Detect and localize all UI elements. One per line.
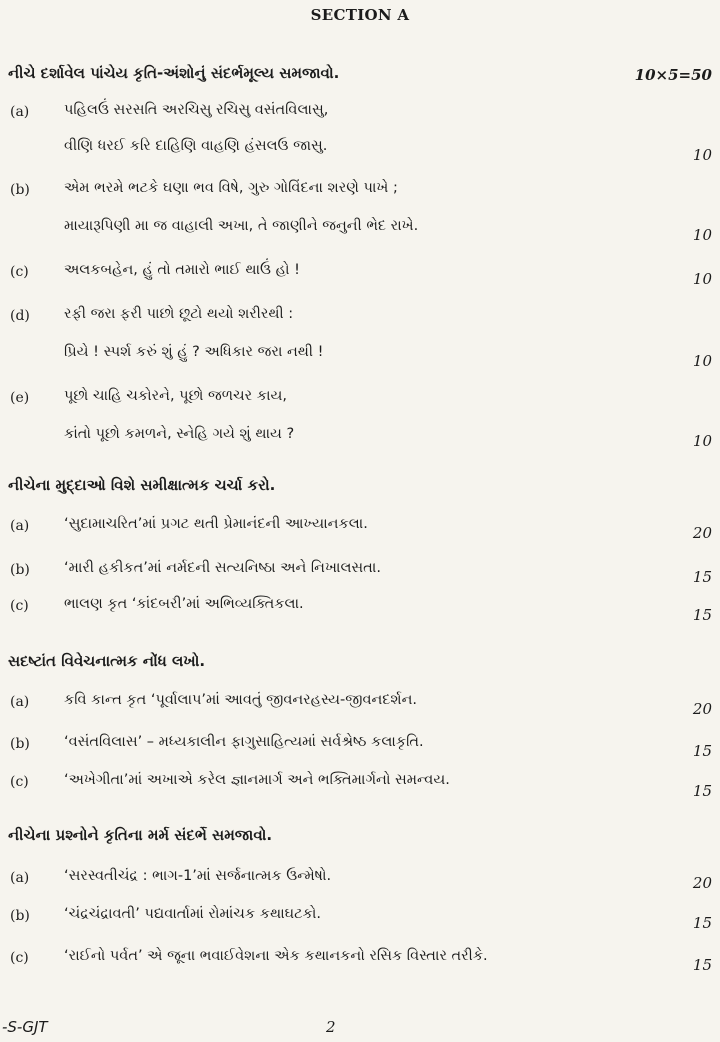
item-label: (a) [10, 518, 30, 534]
question-1-total-marks: 10×5=50 [634, 66, 712, 84]
item-line-1: પૂછો ચાહિ ચકોરને, પૂછો જળચર કાય, [64, 388, 288, 404]
paper-code: -S-GJT [2, 1018, 48, 1036]
item-marks: 20 [692, 874, 712, 892]
item-label: (c) [10, 264, 29, 280]
item-label: (c) [10, 774, 29, 790]
item-label: (d) [10, 308, 30, 324]
item-line-1: પહિલઉં સરસતિ અરચિસુ રચિસુ વસંતવિલાસુ, [64, 102, 329, 118]
item-line-2: માયારૂપિણી મા જ વાહાલી અખા, તે જાણીને જનુની ભેદ રાખે. [64, 218, 419, 234]
item-marks: 15 [692, 742, 712, 760]
item-text: ભાલણ કૃત ‘કાંદબરી’માં અભિવ્યક્તિકલા. [64, 596, 304, 612]
item-marks: 10 [692, 432, 712, 450]
item-marks: 15 [692, 606, 712, 624]
item-line-1: અલકબહેન, હું તો તમારો ભાઈ થાઉં હો ! [64, 262, 300, 278]
item-text: ‘રાઈનો પર્વત’ એ જૂના ભવાઈવેશના એક કથાનકનો રસિક વિસ્તાર તરીકે. [64, 948, 488, 964]
item-marks: 10 [692, 146, 712, 164]
question-4-heading: નીચેના પ્રશ્નોને કૃતિના મર્મ સંદર્ભે સમજાવો. [8, 826, 273, 844]
item-label: (b) [10, 736, 30, 752]
item-marks: 15 [692, 914, 712, 932]
item-marks: 10 [692, 270, 712, 288]
item-text: ‘વસંતવિલાસ’ – મધ્યકાલીન ફાગુસાહિત્યમાં સર્વશ્રેષ્ઠ કલાકૃતિ. [64, 734, 424, 750]
item-line-2: પ્રિયે ! સ્પર્શ કરું શું હું ? અધિકાર જરા નથી ! [64, 344, 324, 360]
item-label: (c) [10, 950, 29, 966]
question-1-heading: નીચે દર્શાવેલ પાંચેય કૃતિ-અંશોનું સંદર્ભમૂલ્ય સમજાવો. [8, 64, 340, 82]
item-text: ‘સરસ્વતીચંદ્ર : ભાગ-1’માં સર્જનાત્મક ઉન્મેષો. [64, 868, 332, 884]
item-text: ‘સુદામાચરિત’માં પ્રગટ થતી પ્રેમાનંદની આખ્યાનકલા. [64, 516, 368, 532]
item-marks: 15 [692, 782, 712, 800]
item-marks: 15 [692, 568, 712, 586]
item-text: ‘મારી હકીકત’માં નર્મદની સત્યનિષ્ઠા અને નિખાલસતા. [64, 560, 381, 576]
item-marks: 20 [692, 524, 712, 542]
item-line-1: એમ ભરમે ભટકે ઘણા ભવ વિષે, ગુરુ ગોવિંદના શરણે પાખે ; [64, 180, 398, 196]
item-label: (b) [10, 908, 30, 924]
item-label: (a) [10, 694, 30, 710]
page-number: 2 [326, 1018, 336, 1036]
item-label: (a) [10, 870, 30, 886]
item-label: (b) [10, 562, 30, 578]
item-text: કવિ કાન્ત કૃત ‘પૂર્વાલાપ’માં આવતું જીવનરહસ્ય-જીવનદર્શન. [64, 692, 417, 708]
item-marks: 10 [692, 226, 712, 244]
item-text: ‘અખેગીતા’માં અખાએ કરેલ જ્ઞાનમાર્ગ અને ભક્તિમાર્ગનો સમન્વય. [64, 772, 450, 788]
item-line-1: રફી જરા ફરી પાછો છૂટો થયો શરીરથી : [64, 306, 294, 322]
item-marks: 15 [692, 956, 712, 974]
item-marks: 10 [692, 352, 712, 370]
item-line-2: વીણિ ધરઈ કરિ દાહિણિ વાહણિ હંસલઉ જાસુ. [64, 138, 328, 154]
item-label: (a) [10, 104, 30, 120]
section-title: SECTION A [310, 6, 410, 24]
question-2-heading: નીચેના મુદ્દાઓ વિશે સમીક્ષાત્મક ચર્ચા કરો. [8, 476, 276, 494]
item-label: (e) [10, 390, 30, 406]
question-3-heading: સદષ્ટાંત વિવેચનાત્મક નોંધ લખો. [8, 652, 206, 670]
item-label: (b) [10, 182, 30, 198]
item-text: ‘ચંદ્રચંદ્રાવતી’ પદ્યવાર્તામાં રોમાંચક કથાઘટકો. [64, 906, 321, 922]
item-marks: 20 [692, 700, 712, 718]
item-label: (c) [10, 598, 29, 614]
item-line-2: કાંતો પૂછો કમળને, સ્નેહિ ગયે શું થાય ? [64, 426, 295, 442]
